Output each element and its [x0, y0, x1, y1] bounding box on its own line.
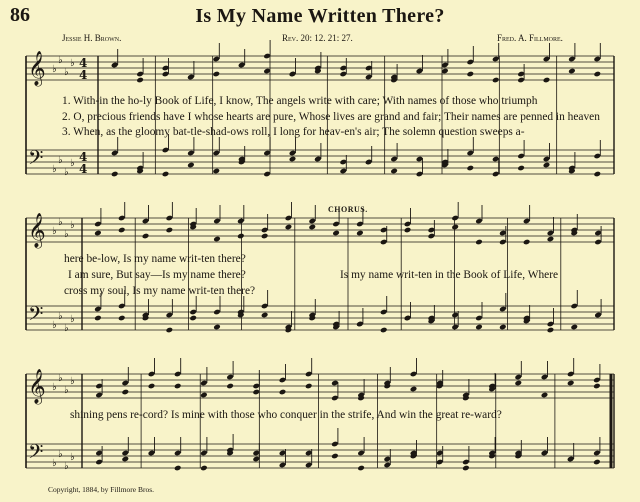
svg-text:♭: ♭	[64, 229, 69, 240]
composer-credit: Fred. A. Fillmore.	[497, 33, 563, 43]
hymn-title: Is My Name Written There?	[195, 5, 445, 27]
verse-1: 1. With-in the ho-ly Book of Life, I know, The angels write with care; With names of those who triumph	[62, 95, 538, 107]
chorus-lyric-1: Is my name writ-ten in the Book of Life, Where	[340, 269, 559, 281]
svg-text:4: 4	[79, 56, 88, 70]
svg-text:♭: ♭	[58, 55, 63, 66]
chorus-lyric-2: shining pens re-cord? Is mine with those who conquer in the strife, And win the great re-ward?	[70, 409, 502, 421]
system2-lyric-3: cross my soul, Is my name writ-ten there?	[64, 285, 256, 297]
chorus-label: CHORUS.	[328, 205, 368, 214]
svg-text:4: 4	[79, 162, 88, 176]
svg-text:♭: ♭	[70, 452, 75, 463]
svg-text:♭: ♭	[64, 167, 69, 178]
verse-2: 2. O, precious friends have I whose hearts are pure, Whose lives are grand and fair; Their names are penned in heaven	[62, 111, 600, 123]
svg-text:♭: ♭	[64, 67, 69, 78]
svg-text:♭: ♭	[64, 385, 69, 396]
lyricist-credit: Jessie H. Brown.	[62, 33, 122, 43]
svg-text:♭: ♭	[52, 64, 57, 75]
svg-text:4: 4	[79, 150, 88, 164]
system-2-bass-clef: 𝄢	[28, 302, 44, 330]
verse-3: 3. When, as the gloomy bat-tle-shad-ows roll, I long for heav-en's air; The solemn question sweeps a-	[62, 126, 525, 138]
svg-text:♭: ♭	[64, 461, 69, 472]
scripture-reference: Rev. 20: 12. 21: 27.	[282, 33, 353, 43]
svg-text:♭: ♭	[58, 373, 63, 384]
svg-text:♭: ♭	[52, 226, 57, 237]
system-2-treble-clef: 𝄞	[28, 213, 46, 248]
svg-text:♭: ♭	[64, 323, 69, 334]
system-3-treble-clef: 𝄞	[28, 369, 46, 404]
system-1-bass-clef: 𝄢	[28, 146, 44, 174]
svg-text:♭: ♭	[52, 382, 57, 393]
svg-text:♭: ♭	[58, 155, 63, 166]
page-number: 86	[10, 4, 30, 26]
system2-lyric-2: I am sure, But say—Is my name there?	[68, 269, 246, 281]
system2-lyric-1: here be-low, Is my name writ-ten there?	[64, 253, 246, 265]
copyright-notice: Copyright, 1884, by Fillmore Bros.	[48, 485, 155, 494]
svg-text:♭: ♭	[52, 164, 57, 175]
system-3-bass-clef: 𝄢	[28, 440, 44, 468]
svg-text:♭: ♭	[58, 449, 63, 460]
svg-text:♭: ♭	[70, 220, 75, 231]
svg-text:♭: ♭	[70, 314, 75, 325]
svg-text:♭: ♭	[70, 58, 75, 69]
svg-text:♭: ♭	[58, 217, 63, 228]
svg-text:♭: ♭	[52, 458, 57, 469]
svg-text:♭: ♭	[70, 376, 75, 387]
system-1-treble-clef: 𝄞	[28, 51, 46, 86]
svg-text:4: 4	[79, 68, 88, 82]
svg-text:♭: ♭	[58, 311, 63, 322]
svg-text:♭: ♭	[52, 320, 57, 331]
svg-text:♭: ♭	[70, 158, 75, 169]
